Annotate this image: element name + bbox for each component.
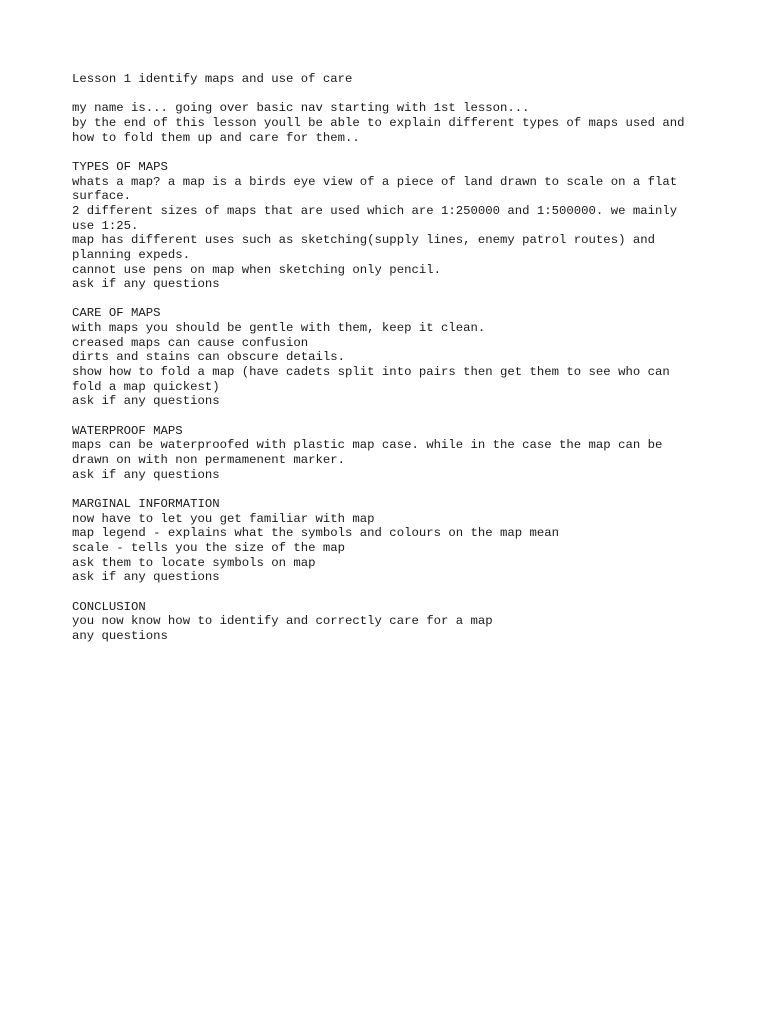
blank-line: [72, 292, 712, 307]
blank-line: [72, 482, 712, 497]
intro-paragraph: [72, 101, 712, 145]
section-line: planning expeds.: [72, 247, 191, 262]
section-line: ask if any questions: [72, 570, 220, 585]
section-line: fold a map quickest): [72, 379, 220, 394]
section-line: scale - tells you the size of the map: [72, 540, 346, 555]
section-line: any questions: [72, 628, 168, 643]
section-heading: CONCLUSION: [72, 599, 146, 614]
section-heading: MARGINAL INFORMATION: [72, 496, 220, 511]
section-care-of-maps: [72, 306, 712, 409]
section-line: show how to fold a map (have cadets split into pairs then get them to see who can: [72, 365, 670, 380]
section-line: now have to let you get familiar with map: [72, 511, 375, 526]
section-line: creased maps can cause confusion: [72, 335, 309, 350]
section-line: maps can be waterproofed with plastic map case. while in the case the map can be: [72, 438, 663, 453]
section-marginal-information: [72, 497, 712, 585]
section-line: ask if any questions: [72, 394, 220, 409]
section-line: with maps you should be gentle with them, keep it clean.: [72, 321, 486, 336]
section-line: map has different uses such as sketching(supply lines, enemy patrol routes) and: [72, 233, 655, 248]
section-heading: WATERPROOF MAPS: [72, 423, 183, 438]
section-waterproof-maps: [72, 424, 712, 483]
section-line: 2 different sizes of maps that are used which are 1:250000 and 1:500000. we mainly: [72, 203, 678, 218]
section-heading: CARE OF MAPS: [72, 306, 161, 321]
section-line: map legend - explains what the symbols and colours on the map mean: [72, 526, 560, 541]
blank-line: [72, 409, 712, 424]
intro-line: my name is... going over basic nav starting with 1st lesson...: [72, 101, 530, 116]
section-line: you now know how to identify and correctly care for a map: [72, 614, 493, 629]
blank-line: [72, 585, 712, 600]
section-line: dirts and stains can obscure details.: [72, 350, 346, 365]
section-line: surface.: [72, 189, 132, 204]
section-line: whats a map? a map is a birds eye view of a piece of land drawn to scale on a flat: [72, 174, 678, 189]
intro-line: by the end of this lesson youll be able to explain different types of maps used and: [72, 115, 685, 130]
section-line: cannot use pens on map when sketching only pencil.: [72, 262, 441, 277]
intro-line: how to fold them up and care for them..: [72, 130, 360, 145]
section-line: ask if any questions: [72, 467, 220, 482]
blank-line: [72, 145, 712, 160]
section-line: drawn on with non permamenent marker.: [72, 453, 346, 467]
section-line: use 1:25.: [72, 218, 139, 233]
section-line: ask if any questions: [72, 277, 220, 292]
document-title: Lesson 1 identify maps and use of care: [72, 72, 353, 86]
document-body: [72, 72, 712, 644]
section-line: ask them to locate symbols on map: [72, 555, 316, 570]
section-conclusion: [72, 600, 712, 644]
blank-line: [72, 87, 712, 102]
section-heading: TYPES OF MAPS: [72, 159, 168, 174]
section-types-of-maps: [72, 160, 712, 292]
